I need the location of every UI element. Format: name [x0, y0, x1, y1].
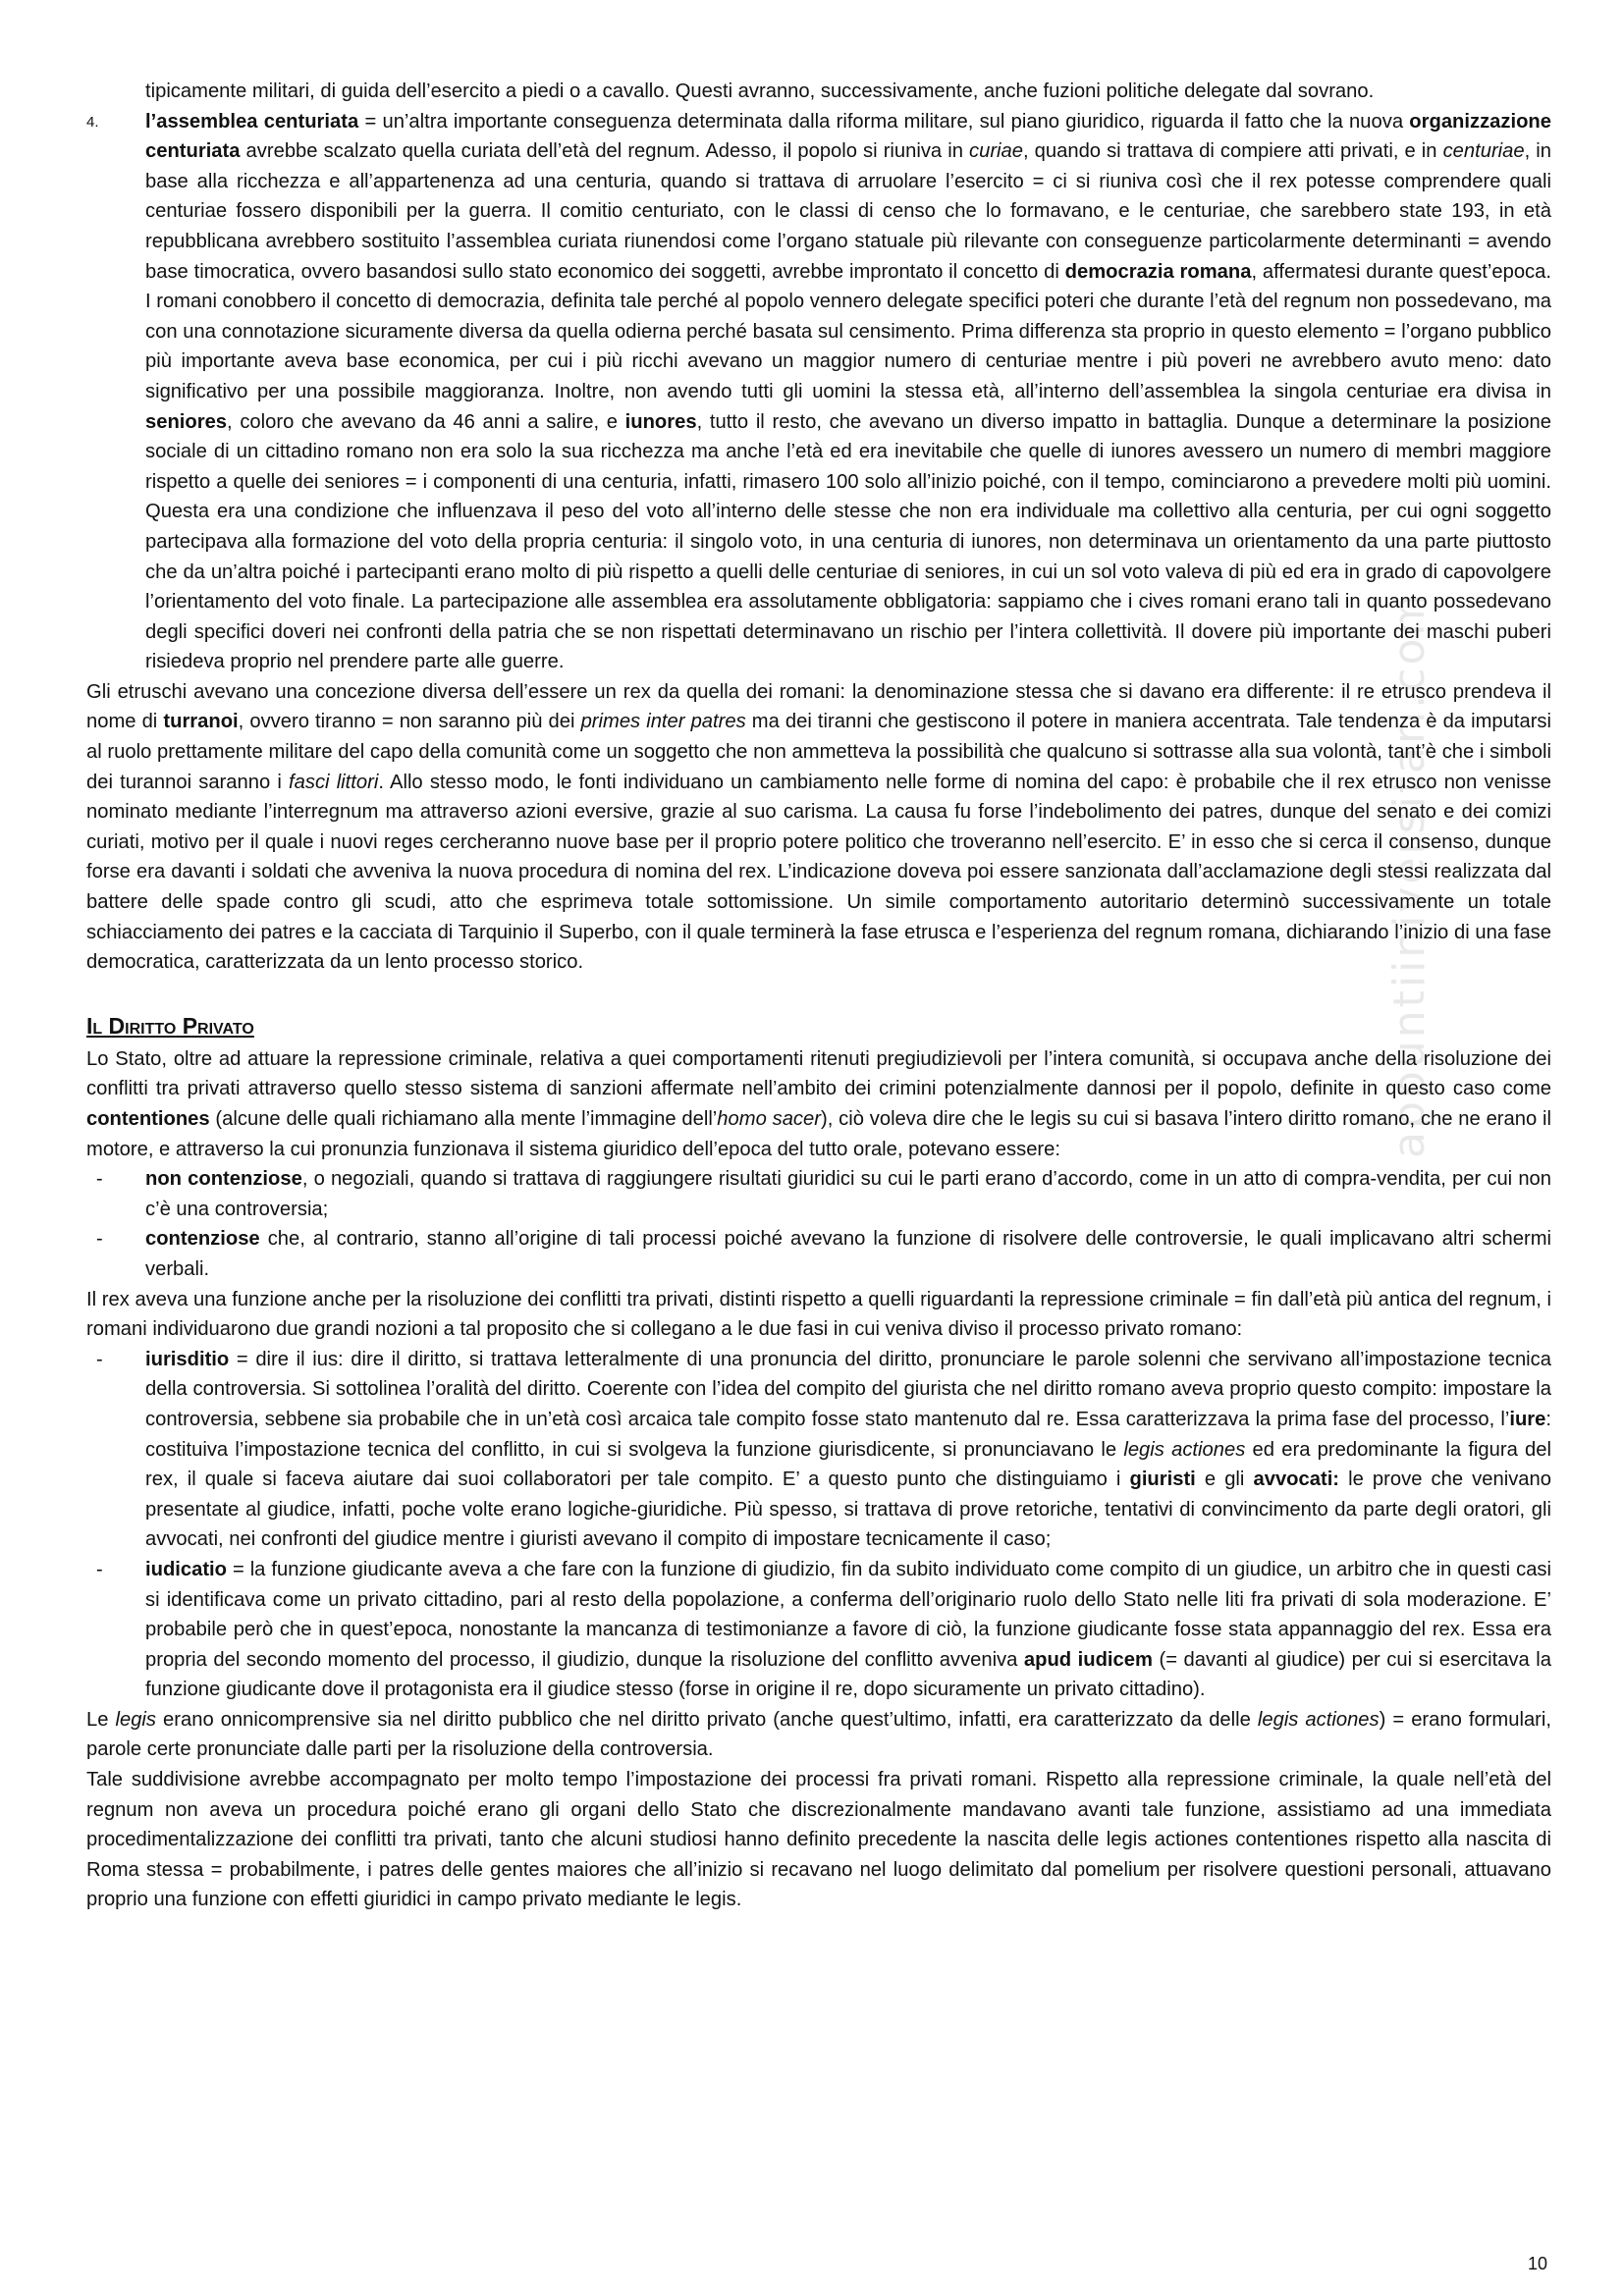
term-curiae: curiae	[969, 140, 1023, 163]
term-legis-actiones: legis actiones	[1257, 1708, 1380, 1731]
term-iurisditio: iurisditio	[145, 1348, 230, 1370]
term-primes-inter-patres: primes inter patres	[580, 711, 746, 733]
term-iure: iure	[1509, 1408, 1546, 1430]
text: , ovvero tiranno = non saranno più dei	[238, 711, 581, 733]
term-giuristi: giuristi	[1129, 1468, 1196, 1491]
text: , in base alla ricchezza e all’appartenenza ad una centuria, quando si trattava di arruolare l’esercito = ci si riuniva così che il rex potesse comprendere quali centuriae fossero disponibili per la guerra. Il comitio centuriato, con le classi di censo che lo formavano, e le centuriae, che sarebbero state 193, in età repubblicana avrebbero sostituito l’assemblea curiata riunendosi come l’organo statuale più rilevante con conseguenze particolarmente determinanti = avendo base timocratica, ovvero basandosi sullo stato economico dei soggetti, avrebbe improntato il concetto di	[145, 140, 1551, 283]
term-non-contenziose: non contenziose	[145, 1168, 302, 1191]
text: . Allo stesso modo, le fonti individuano un cambiamento nelle forme di nomina del capo: è probabile che il rex etrusco non venisse nominato mediante l’interregnum ma attraverso azioni eversive, grazie al suo carisma. La causa fu forse l’indebolimento dei patres, dunque del senato e dei comizi curiati, motivo per il quale i nuovi reges cercheranno nuove base per il proprio potere politico che troveranno nell’esercito. E’ in esso che si cerca il consenso, dunque forse era davanti i soldati che avveniva la nuova procedura di nomina del rex. L’indicazione doveva poi essere sanzionata dall’acclamazione degli stessi realizzata dal battere delle spade contro gli scudi, atto che esprimeva totale sottomissione. Un simile comportamento autoritario determinò successivamente un totale schiacciamento dei patres e la cacciata di Tarquinio il Superbo, con il quale terminerà la fase etrusca e l’esperienza del regnum romana, dichiarando l’inizio di una fase democratica, caratterizzata da un lento processo storico.	[86, 771, 1552, 974]
paragraph-etruschi	[86, 677, 1551, 978]
bullet-text	[145, 1345, 1551, 1555]
term-democrazia-romana: democrazia romana	[1064, 260, 1252, 283]
text: le prove che venivano presentate al giudice, infatti, poche volte erano logiche-giuridiche. Più spesso, si trattava di prove retoriche, tentativi di convincimento da parte degli oratori, gli avvocati, nei confronti del giudice mentre i giuristi avevano il compito di impostare tecnicamente il caso;	[145, 1468, 1551, 1551]
text: : costituiva l’impostazione tecnica del conflitto, in cui si svolgeva la funzione giurisdicente, si pronunciavano le	[145, 1408, 1551, 1461]
text: ) = erano formulari, parole certe pronunciate dalle parti per la risoluzione della controversia.	[86, 1708, 1551, 1761]
text: erano onnicomprensive sia nel diritto pubblico che nel diritto privato (anche quest’ultimo, infatti, era caratterizzato da delle	[156, 1708, 1258, 1731]
bullet-iurisditio	[86, 1345, 1551, 1555]
bullet-text	[145, 1164, 1551, 1224]
page-number: 10	[1527, 2254, 1547, 2273]
text: , coloro che avevano da 46 anni a salire, e	[227, 410, 625, 433]
term-avvocati: avvocati:	[1253, 1468, 1340, 1491]
section-heading-diritto-privato: Il Diritto Privato	[86, 1012, 254, 1039]
text: , tutto il resto, che avevano un diverso impatto in battaglia. Dunque a determinare la posizione sociale di un cittadino romano non era solo la sua ricchezza ma anche l’età ed era inevitabile che quelle di iunores avessero un numero di membri maggiore rispetto a quelle dei seniores = i componenti di una centuria, infatti, rimasero 100 solo all’inizio poiché, con il tempo, cominciarono a prevedere molti più uomini. Questa era una condizione che influenzava il peso del voto all’interno delle stesse che non era individuale ma collettivo alla centuria, per cui ogni soggetto partecipava alla formazione del voto della propria centuria: il singolo voto, in una centuria di iunores, non determinava un orientamento da una parte piuttosto che da un’altra poiché i partecipanti erano molto di più rispetto a quelli delle centuriae di seniores, in cui un sol voto valeva di più ed era in grado di capovolgere l’orientamento del voto finale. La partecipazione alle assemblea era assolutamente obbligatoria: sappiamo che i cives romani erano tali in quanto possedevano degli specifici doveri nei confronti della patria che se non rispettati determinavano un rischio per l’intera collettività. Il dovere più importante dei maschi puberi risiedeva proprio nel prendere parte alle guerre.	[145, 410, 1551, 673]
text: ), ciò voleva dire che le legis su cui si basava l’intero diritto romano, che ne erano il motore, e attraverso la cui pronunzia funzionava il sistema giuridico dell’epoca del tutto orale, potevano essere:	[86, 1108, 1551, 1160]
paragraph-assemblea-centuriata	[145, 107, 1551, 677]
term-seniores: seniores	[145, 410, 228, 433]
term-turranoi: turranoi	[163, 711, 239, 733]
bullet-dash: -	[96, 1168, 103, 1191]
text: (= davanti al giudice) per cui si esercitava la funzione giudicante dove il protagonista era il giudice stesso (forse in origine il re, dopo sicuramente un privato cittadino).	[145, 1648, 1551, 1701]
term-centuriae: centuriae	[1442, 140, 1525, 163]
term-contentiones: contentiones	[86, 1108, 210, 1130]
document-page	[86, 77, 1551, 1915]
text: = un’altra importante conseguenza determinata dalla riforma militare, sul piano giuridico, riguarda il fatto che la nuova	[358, 110, 1410, 133]
bullet-iudicatio	[86, 1555, 1551, 1705]
text: (alcune delle quali richiamano alla mente l’immagine dell’	[209, 1108, 718, 1130]
bullet-non-contenziose	[86, 1164, 1551, 1224]
text: = dire il ius: dire il diritto, si trattava letteralmente di una pronuncia del diritto, pronunciare le parole solenni che servivano all’impostazione tecnica della controversia. Si sottolinea l’oralità del diritto. Coerente con l’idea del compito del giurista che nel diritto romano aveva proprio questo compito: impostare la controversia, sebbene sia probabile che in un’età così arcaica tale compito fosse stato mantenuto dal re. Essa caratterizzava la prima fase del processo, l’	[145, 1348, 1551, 1430]
text: ed era predominante la figura del rex, il quale si faceva aiutare dai suoi collaboratori per tale compito. E’ a questo punto che distinguiamo i	[145, 1438, 1552, 1491]
text: avrebbe scalzato quella curiata dell’età del regnum. Adesso, il popolo si riuniva in	[240, 140, 969, 163]
term-legis: legis	[115, 1708, 157, 1731]
term-homo-sacer: homo sacer	[717, 1108, 821, 1130]
list-item-4	[86, 107, 1551, 677]
text: che, al contrario, stanno all’origine di tali processi poiché avevano la funzione di risolvere delle controversie, le quali implicavano altri schermi verbali.	[145, 1228, 1551, 1280]
bullet-dash: -	[96, 1558, 103, 1580]
term-fasci-littori: fasci littori	[289, 771, 379, 793]
term-assemblea-centuriata: l’assemblea centuriata	[145, 110, 359, 133]
bullet-text	[145, 1224, 1551, 1284]
list-item-continuation	[86, 77, 1551, 107]
text: Gli etruschi avevano una concezione diversa dell’essere un rex da quella dei romani: la denominazione stessa che si davano era differente: il re etrusco prendeva il nome di	[86, 680, 1551, 733]
term-iudicatio: iudicatio	[145, 1558, 227, 1580]
paragraph-rex: Il rex aveva una funzione anche per la risoluzione dei conflitti tra privati, distinti rispetto a quelli riguardanti la repressione criminale = fin dall’età più antica del regnum, i romani individuarono due grandi nozioni a tal proposito che si collegano a le due fasi in cui veniva diviso il processo privato romano:	[86, 1288, 1551, 1341]
bullet-dash: -	[96, 1228, 103, 1251]
term-iunores: iunores	[624, 410, 697, 433]
bullet-contenziose	[86, 1224, 1551, 1284]
text: ma dei tiranni che gestiscono il potere in maniera accentrata. Tale tendenza è da imputarsi al ruolo prettamente militare del capo della comunità come un soggetto che non ammetteva la possibilità che qualcuno si sottrasse alla sua volontà, tant’è che i simboli dei turannoi saranno i	[86, 711, 1552, 793]
term-organizzazione-centuriata: organizzazione centuriata	[145, 110, 1551, 163]
bullet-dash: -	[96, 1348, 103, 1370]
paragraph-final: Tale suddivisione avrebbe accompagnato per molto tempo l’impostazione dei processi fra privati romani. Rispetto alla repressione criminale, la quale nell’età del regnum non aveva un procedura poiché erano gli organi dello Stato che discrezionalmente mandavano avanti tale funzione, assistiamo ad una immediata procedimentalizzazione dei conflitti tra privati, tanto che alcuni studiosi hanno definito precedente la nascita delle legis actiones contentiones rispetto alla nascita di Roma stessa = probabilmente, i patres delle gentes maiores che all’inizio si recavano nel luogo delimitato dal pomelium per risolvere questioni personali, attuavano proprio una funzione con effetti giuridici in campo privato mediante le legis.	[86, 1769, 1551, 1911]
text: , affermatesi durante quest’epoca. I romani conobbero il concetto di democrazia, definita tale perché al popolo vennero delegate specifici poteri che durante l’età del regnum non possedevano, ma con una connotazione sicuramente diversa da quella odierna perché basata sul censimento. Prima differenza sta proprio in questo elemento = l’organo pubblico più importante aveva base economica, per cui i più ricchi avevano un maggior numero di centuriae mentre i più poveri ne avrebbero avuto meno: dato significativo per una possibile maggioranza. Inoltre, non avendo tutti gli uomini la stessa età, all’interno dell’assemblea la singola centuriae era divisa in	[145, 260, 1551, 402]
text: , o negoziali, quando si trattava di raggiungere risultati giuridici su cui le parti erano d’accordo, come in un atto di compra-vendita, per cui non c’è una controversia;	[145, 1168, 1551, 1220]
text: e gli	[1195, 1468, 1254, 1491]
text: , quando si trattava di compiere atti privati, e in	[1022, 140, 1443, 163]
text: Le	[86, 1708, 116, 1731]
paragraph-continuation: tipicamente militari, di guida dell’esercito a piedi o a cavallo. Questi avranno, successivamente, anche fuzioni politiche delegate dal sovrano.	[145, 80, 1375, 102]
text: = la funzione giudicante aveva a che fare con la funzione di giudizio, fin da subito individuato come compito di un giudice, un arbitro che in questi casi si identificava come un privato cittadino, pari al resto della popolazione, a conferma dell’originario ruolo dello Stato nelle liti fra privati di sola moderazione. E’ probabile però che in quest’epoca, nonostante la mancanza di testimonianze a favore di ciò, la funzione giudicante fosse stata appannaggio del rex. Essa era propria del secondo momento del processo, il giudizio, dunque la risoluzione del conflitto avveniva	[145, 1558, 1551, 1671]
paragraph-stato	[86, 1044, 1551, 1164]
text: Lo Stato, oltre ad attuare la repressione criminale, relativa a quei comportamenti ritenuti pregiudizievoli per l’intera comunità, si occupava anche della risoluzione dei conflitti tra privati attraverso quello stesso sistema di sanzioni affermate nell’ambito dei crimini potenzialmente dannosi per il popolo, definite in questo caso come	[86, 1047, 1551, 1100]
watermark: appuntiiniversitari.com	[1384, 590, 1435, 1158]
term-apud-iudicem: apud iudicem	[1023, 1648, 1153, 1671]
term-legis-actiones: legis actiones	[1123, 1438, 1246, 1461]
list-number: 4.	[86, 113, 99, 131]
paragraph-legis	[86, 1705, 1551, 1765]
bullet-text	[145, 1555, 1551, 1705]
term-contenziose: contenziose	[145, 1228, 260, 1251]
